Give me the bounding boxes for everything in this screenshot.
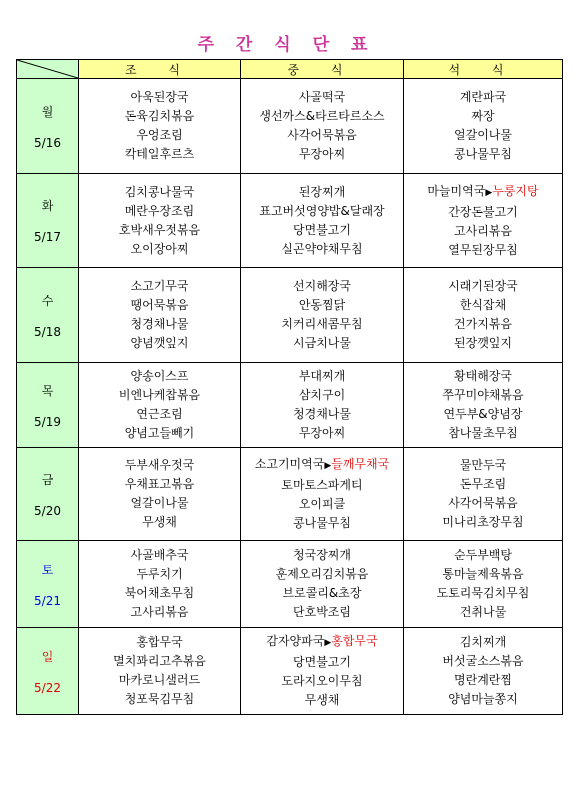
lunch-cell — [241, 448, 404, 541]
menu-item: 메란우장조림 — [124, 203, 195, 218]
menu-item-alternate — [404, 182, 562, 203]
menu-item: 된장깻잎지 — [454, 336, 512, 350]
menu-item: 훈제오리김치볶음 — [275, 567, 369, 581]
menu-item: 양념마늘쫑지 — [448, 692, 518, 706]
menu-item: 얼갈이나물 — [454, 128, 512, 142]
menu-item: 사각어묵볶음 — [448, 496, 518, 510]
day-name: 화 — [41, 199, 54, 213]
menu-item: 쭈꾸미야채볶음 — [442, 388, 524, 402]
menu-item: 토마토스파게티 — [281, 478, 363, 492]
menu-item: 마카로니샐러드 — [118, 673, 201, 687]
dinner-cell — [404, 363, 563, 448]
day-date: 5/19 — [34, 414, 61, 429]
menu-item: 우채표고볶음 — [124, 477, 195, 491]
menu-item: 오이피클 — [298, 497, 346, 511]
breakfast-cell — [79, 363, 241, 448]
day-date: 5/16 — [34, 135, 61, 150]
menu-item: 버섯굴소스볶음 — [442, 654, 524, 668]
menu-item: 삼치구이 — [298, 388, 346, 402]
menu-item: 단호박조림 — [293, 605, 351, 619]
menu-item: 홍합무국 — [136, 635, 183, 649]
breakfast-cell — [79, 268, 241, 363]
menu-item: 청경채나물 — [293, 407, 351, 421]
day-cell — [17, 79, 79, 174]
menu-item: 돈육김치볶음 — [124, 109, 195, 123]
menu-item: 무생채 — [142, 515, 177, 529]
menu-item: 통마늘제육볶음 — [442, 567, 524, 581]
menu-item: 무장아찌 — [298, 147, 346, 161]
breakfast-cell — [79, 79, 241, 174]
day-row-thu — [17, 363, 563, 448]
breakfast-cell — [79, 628, 241, 715]
day-date: 5/22 — [34, 680, 61, 695]
menu-item: 소고기미역국 — [254, 457, 325, 471]
day-date: 5/20 — [34, 503, 61, 518]
day-date: 5/18 — [34, 324, 61, 339]
menu-item: 황태해장국 — [454, 369, 512, 383]
dinner-cell — [404, 541, 563, 628]
day-cell — [17, 363, 79, 448]
menu-item: 안동찜닭 — [298, 298, 346, 312]
day-cell — [17, 628, 79, 715]
header-dinner: 석 식 — [404, 60, 563, 79]
menu-item: 비엔나케찹볶음 — [118, 388, 201, 402]
menu-item: 무장아찌 — [298, 426, 346, 440]
arrow-right-icon: ▶ — [485, 187, 493, 198]
menu-item: 한식잡채 — [459, 298, 507, 312]
menu-item: 시금치나물 — [293, 336, 351, 350]
highlighted-item: 누룽지탕 — [492, 183, 539, 198]
dinner-cell — [404, 628, 563, 715]
menu-item: 된장찌개 — [298, 184, 346, 199]
dinner-cell — [404, 448, 563, 541]
day-cell — [17, 174, 79, 268]
menu-item: 짜장 — [471, 109, 495, 123]
menu-item: 청포묵김무침 — [124, 692, 195, 706]
day-cell — [17, 541, 79, 628]
menu-item: 청경채나물 — [130, 317, 189, 331]
menu-item: 당면불고기 — [293, 655, 351, 669]
lunch-cell — [241, 79, 404, 174]
menu-item: 북어채초무침 — [124, 586, 195, 600]
menu-item: 양념고들빼기 — [124, 426, 195, 440]
day-cell — [17, 448, 79, 541]
day-row-tue — [17, 174, 563, 268]
menu-item: 부대찌개 — [298, 369, 346, 383]
menu-item: 도토리묵김치무침 — [436, 586, 530, 600]
menu-item: 시래기된장국 — [448, 279, 518, 293]
arrow-right-icon: ▶ — [324, 638, 332, 648]
menu-item: 사골배추국 — [130, 548, 189, 562]
menu-item: 멸치꽈리고추볶음 — [113, 654, 206, 668]
header-row — [17, 60, 563, 79]
day-name: 금 — [41, 472, 54, 487]
menu-item: 오이장아찌 — [130, 241, 189, 256]
dinner-cell — [404, 174, 563, 268]
menu-item: 명란계란찜 — [454, 673, 512, 687]
menu-item: 두부새우젓국 — [124, 458, 195, 472]
day-row-sun — [17, 628, 563, 715]
breakfast-cell — [79, 174, 241, 268]
menu-item: 도라지오이무침 — [281, 674, 363, 688]
lunch-cell — [241, 628, 404, 715]
menu-item: 우엉조림 — [136, 128, 183, 142]
menu-item: 마늘미역국 — [427, 183, 486, 198]
day-row-mon — [17, 79, 563, 174]
menu-item: 열무된장무침 — [448, 242, 518, 257]
day-name: 목 — [41, 383, 54, 398]
menu-item: 콩나물무침 — [293, 516, 351, 530]
menu-item: 돈무조림 — [459, 477, 507, 491]
day-row-sat — [17, 541, 563, 628]
highlighted-item: 들깨무채국 — [331, 457, 390, 471]
menu-item: 고사리볶음 — [130, 605, 189, 619]
menu-item: 사골떡국 — [298, 90, 346, 104]
day-row-fri — [17, 448, 563, 541]
dinner-cell — [404, 268, 563, 363]
day-name: 일 — [41, 649, 54, 664]
lunch-cell — [241, 174, 404, 268]
menu-item: 치커리새콤무침 — [281, 317, 363, 331]
corner-cell — [17, 60, 79, 79]
day-name: 토 — [41, 562, 54, 577]
menu-item: 연근조림 — [136, 407, 183, 421]
menu-item: 미나리초장무침 — [442, 515, 524, 529]
day-name: 수 — [41, 293, 54, 308]
highlighted-item: 홍합무국 — [331, 634, 378, 648]
menu-item: 콩나물무침 — [454, 147, 512, 161]
menu-item: 건가지볶음 — [454, 317, 512, 331]
menu-item-alternate — [241, 632, 403, 653]
menu-item: 참나물초무침 — [448, 426, 518, 440]
menu-item: 김치콩나물국 — [124, 184, 195, 199]
menu-item: 소고기무국 — [130, 279, 189, 293]
menu-item: 실곤약야채무침 — [281, 241, 363, 256]
breakfast-cell — [79, 448, 241, 541]
menu-item: 얼갈이나물 — [130, 496, 189, 510]
day-name: 월 — [41, 104, 54, 119]
menu-item: 브로콜리&초장 — [282, 586, 362, 600]
weekly-menu-table — [16, 59, 563, 715]
menu-item: 간장돈불고기 — [448, 204, 518, 219]
day-row-wed — [17, 268, 563, 363]
menu-item: 계란파국 — [459, 90, 507, 104]
day-date: 5/21 — [34, 593, 61, 608]
diagonal-line — [17, 60, 78, 78]
menu-item: 표고버섯영양밥&달래장 — [259, 203, 385, 218]
menu-item: 호박새우젓볶음 — [118, 222, 201, 237]
menu-item: 순두부백탕 — [454, 548, 512, 562]
menu-item: 고사리볶음 — [454, 223, 512, 238]
menu-item: 연두부&양념장 — [443, 407, 523, 421]
menu-item: 두루치기 — [136, 567, 183, 581]
menu-item: 김치찌개 — [459, 635, 507, 649]
lunch-cell — [241, 268, 404, 363]
menu-item: 생선까스&타르타르소스 — [259, 109, 385, 123]
menu-item: 땡어묵볶음 — [130, 298, 189, 312]
day-date: 5/17 — [34, 230, 61, 244]
header-breakfast: 조 식 — [79, 60, 241, 79]
page-title: 주 간 식 단 표 — [197, 35, 376, 55]
lunch-cell — [241, 541, 404, 628]
dinner-cell — [404, 79, 563, 174]
lunch-cell — [241, 363, 404, 448]
menu-item: 양념깻잎지 — [130, 336, 189, 350]
menu-item: 칵테일후르츠 — [124, 147, 195, 161]
menu-item: 건취나물 — [459, 605, 507, 619]
menu-item-alternate — [241, 455, 403, 476]
header-lunch: 중 식 — [241, 60, 404, 79]
menu-item: 양송이스프 — [130, 369, 189, 383]
breakfast-cell — [79, 541, 241, 628]
menu-item: 감자양파국 — [266, 634, 325, 648]
arrow-right-icon: ▶ — [324, 461, 332, 471]
menu-item: 사각어묵볶음 — [287, 128, 357, 142]
menu-item: 당면불고기 — [293, 222, 351, 237]
menu-item: 물만두국 — [459, 458, 507, 472]
day-cell — [17, 268, 79, 363]
menu-item: 청국장찌개 — [293, 548, 351, 562]
menu-item: 선지해장국 — [293, 279, 351, 293]
menu-item: 무생채 — [304, 693, 340, 707]
menu-item: 아욱된장국 — [130, 90, 189, 104]
